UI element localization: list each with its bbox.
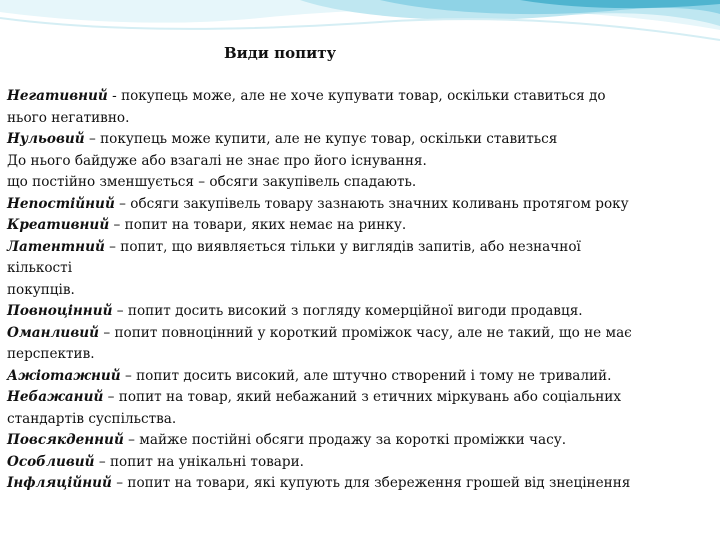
text-line	[7, 452, 718, 474]
demand-type-term: Небажаний	[7, 389, 104, 405]
text-line	[7, 344, 718, 366]
text-line	[7, 430, 718, 452]
line-text: перспектив.	[7, 346, 95, 362]
line-text: – обсяги закупівель товару зазнають значних коливань протягом року	[114, 195, 629, 212]
line-text: кількості	[7, 260, 73, 276]
page-title: Види попиту	[224, 44, 337, 62]
line-text: – попит досить високий з погляду комерційної вигоди продавця.	[112, 303, 583, 319]
text-line	[7, 280, 718, 302]
text-line	[7, 366, 718, 388]
demand-types-list	[7, 86, 718, 495]
line-text: – попит на унікальні товари.	[94, 453, 304, 470]
text-line	[7, 172, 718, 194]
text-line	[7, 237, 718, 259]
text-line	[7, 194, 718, 216]
demand-type-term: Оманливий	[7, 324, 100, 341]
demand-type-term: Ажіотажний	[7, 367, 121, 384]
text-line	[7, 215, 718, 237]
line-text: – попит, що виявляється тільки у виглядів запитів, або незначної	[104, 238, 581, 255]
line-text: – попит повноцінний у короткий проміжок часу, але не такий, що не має	[99, 324, 632, 341]
demand-type-term: Інфляційний	[7, 475, 112, 491]
line-text: покупців.	[7, 281, 75, 298]
text-line	[7, 108, 718, 130]
line-text: – попит досить високий, але штучно створений і тому не тривалий.	[120, 367, 612, 384]
demand-type-term: Негативний	[7, 88, 108, 104]
demand-type-term: Непостійний	[7, 195, 115, 212]
text-line	[7, 323, 718, 345]
line-text: – попит на товари, яких немає на ринку.	[109, 217, 407, 233]
demand-type-term: Латентний	[7, 238, 105, 255]
text-line	[7, 409, 718, 431]
text-line	[7, 301, 718, 323]
line-text: – майже постійні обсяги продажу за короткі проміжки часу.	[123, 432, 567, 448]
demand-type-term: Креативний	[7, 217, 110, 233]
demand-type-term: Повноцінний	[7, 303, 113, 319]
line-text: – попит на товар, який небажаний з етичних міркувань або соціальних	[103, 389, 622, 405]
text-line	[7, 151, 718, 173]
text-line	[7, 473, 718, 495]
line-text: нього негативно.	[7, 109, 130, 126]
line-text: До нього байдуже або взагалі не знає про його існування.	[7, 152, 427, 169]
demand-type-term: Нульовий	[7, 131, 85, 147]
header-wave-decoration	[0, 0, 720, 60]
line-text: що постійно зменшується – обсяги закупівель спадають.	[7, 174, 417, 190]
line-text: – покупець може купити, але не купує товар, оскільки ставиться	[84, 131, 558, 147]
line-text: стандартів суспільства.	[7, 410, 177, 427]
line-text: – попит на товари, які купують для збереження грошей від знецінення	[111, 475, 631, 491]
text-line	[7, 387, 718, 409]
text-line	[7, 86, 718, 108]
line-text: - покупець може, але не хоче купувати товар, оскільки ставиться до	[107, 88, 606, 104]
demand-type-term: Особливий	[7, 453, 95, 470]
demand-type-term: Повсякденний	[7, 432, 124, 448]
text-line	[7, 258, 718, 280]
text-line	[7, 129, 718, 151]
